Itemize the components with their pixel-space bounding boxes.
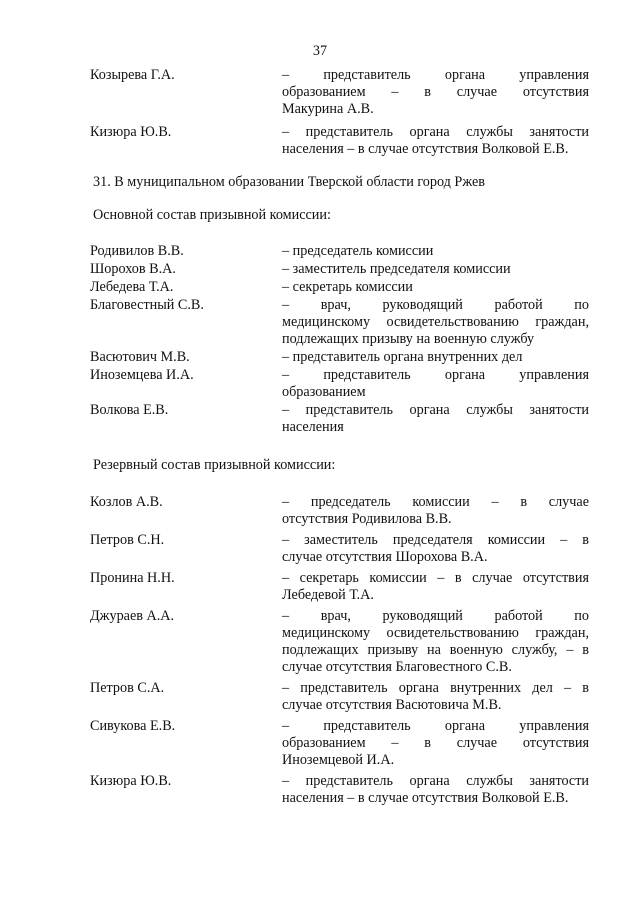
member-role bbox=[282, 367, 589, 401]
role-line: случае отсутствия Васютовича М.В. bbox=[282, 697, 502, 713]
member-name: Петров С.Н. bbox=[90, 532, 165, 548]
member-role bbox=[282, 718, 589, 769]
role-line: – представитель органа службы занятости bbox=[282, 124, 589, 140]
role-line: – представитель органа управления bbox=[282, 67, 589, 83]
role-line: – представитель органа службы занятости bbox=[282, 773, 589, 789]
member-row bbox=[90, 718, 590, 769]
section-title: 31. В муниципальном образовании Тверской области город Ржев bbox=[93, 174, 485, 190]
member-name: Петров С.А. bbox=[90, 680, 165, 696]
role-line: случае отсутствия Шорохова В.А. bbox=[282, 549, 488, 565]
page-number: 37 bbox=[312, 43, 328, 59]
member-row bbox=[90, 243, 590, 260]
member-name: Шорохов В.А. bbox=[90, 261, 176, 277]
role-line: образованием – в случае отсутствия bbox=[282, 84, 589, 100]
member-role bbox=[282, 494, 589, 528]
member-name: Козлов А.В. bbox=[90, 494, 163, 510]
member-name: Васютович М.В. bbox=[90, 349, 190, 365]
member-name: Родивилов В.В. bbox=[90, 243, 184, 259]
member-role bbox=[282, 608, 589, 676]
member-row bbox=[90, 349, 590, 366]
member-row bbox=[90, 367, 590, 401]
role-line: медицинскому освидетельствованию граждан, bbox=[282, 314, 589, 330]
role-line: отсутствия Родивилова В.В. bbox=[282, 511, 452, 527]
role-line: случае отсутствия Благовестного С.В. bbox=[282, 659, 512, 675]
member-row bbox=[90, 570, 590, 604]
member-row bbox=[90, 608, 590, 676]
member-row bbox=[90, 297, 590, 348]
reserve-composition-list bbox=[90, 494, 590, 807]
role-line: – представитель органа управления bbox=[282, 367, 589, 383]
member-row bbox=[90, 402, 590, 436]
member-row bbox=[90, 67, 590, 118]
role-line: населения – в случае отсутствия Волковой Е.В. bbox=[282, 141, 569, 157]
member-name: Сивукова Е.В. bbox=[90, 718, 176, 734]
member-role bbox=[282, 297, 589, 348]
member-row bbox=[90, 680, 590, 714]
role-line: образованием bbox=[282, 384, 366, 400]
role-line: – представитель органа управления bbox=[282, 718, 589, 734]
role-line: – председатель комиссии – в случае bbox=[282, 494, 589, 510]
member-role bbox=[282, 67, 589, 118]
role-line: – врач, руководящий работой по bbox=[282, 608, 589, 624]
member-row bbox=[90, 261, 590, 278]
member-role bbox=[282, 570, 589, 604]
main-heading: Основной состав призывной комиссии: bbox=[93, 207, 331, 223]
member-row bbox=[90, 532, 590, 566]
member-name: Волкова Е.В. bbox=[90, 402, 169, 418]
role-line: – заместитель председателя комиссии bbox=[282, 261, 511, 277]
role-line: – заместитель председателя комиссии – в bbox=[282, 532, 589, 548]
member-name: Иноземцева И.А. bbox=[90, 367, 194, 383]
role-line: Иноземцевой И.А. bbox=[282, 752, 395, 768]
role-line: – представитель органа службы занятости bbox=[282, 402, 589, 418]
member-role bbox=[282, 261, 589, 278]
role-line: – председатель комиссии bbox=[282, 243, 434, 259]
role-line: – представитель органа внутренних дел bbox=[282, 349, 523, 365]
member-role bbox=[282, 243, 589, 260]
member-name: Козырева Г.А. bbox=[90, 67, 175, 83]
role-line: Макурина А.В. bbox=[282, 101, 374, 117]
member-role bbox=[282, 532, 589, 566]
role-line: – секретарь комиссии – в случае отсутствия bbox=[282, 570, 589, 586]
member-name: Пронина Н.Н. bbox=[90, 570, 175, 586]
role-line: населения – в случае отсутствия Волковой Е.В. bbox=[282, 790, 569, 806]
role-line: образованием – в случае отсутствия bbox=[282, 735, 589, 751]
role-line: медицинскому освидетельствованию граждан, bbox=[282, 625, 589, 641]
member-role bbox=[282, 680, 589, 714]
member-role bbox=[282, 124, 589, 158]
member-name: Кизюра Ю.В. bbox=[90, 773, 172, 789]
member-name: Лебедева Т.А. bbox=[90, 279, 174, 295]
continued-list bbox=[90, 67, 590, 158]
member-role bbox=[282, 773, 589, 807]
member-row bbox=[90, 279, 590, 296]
role-line: Лебедевой Т.А. bbox=[282, 587, 374, 603]
main-composition-list bbox=[90, 243, 590, 436]
role-line: подлежащих призыву на военную службу, – в bbox=[282, 642, 589, 658]
role-line: – представитель органа внутренних дел – в bbox=[282, 680, 589, 696]
member-row bbox=[90, 494, 590, 528]
role-line: – секретарь комиссии bbox=[282, 279, 413, 295]
member-name: Кизюра Ю.В. bbox=[90, 124, 172, 140]
role-line: населения bbox=[282, 419, 344, 435]
member-row bbox=[90, 124, 590, 158]
role-line: подлежащих призыву на военную службу bbox=[282, 331, 535, 347]
member-role bbox=[282, 279, 589, 296]
member-row bbox=[90, 773, 590, 807]
member-role bbox=[282, 349, 589, 366]
reserve-heading: Резервный состав призывной комиссии: bbox=[93, 457, 336, 473]
member-name: Благовестный С.В. bbox=[90, 297, 204, 313]
member-role bbox=[282, 402, 589, 436]
member-name: Джураев А.А. bbox=[90, 608, 175, 624]
role-line: – врач, руководящий работой по bbox=[282, 297, 589, 313]
